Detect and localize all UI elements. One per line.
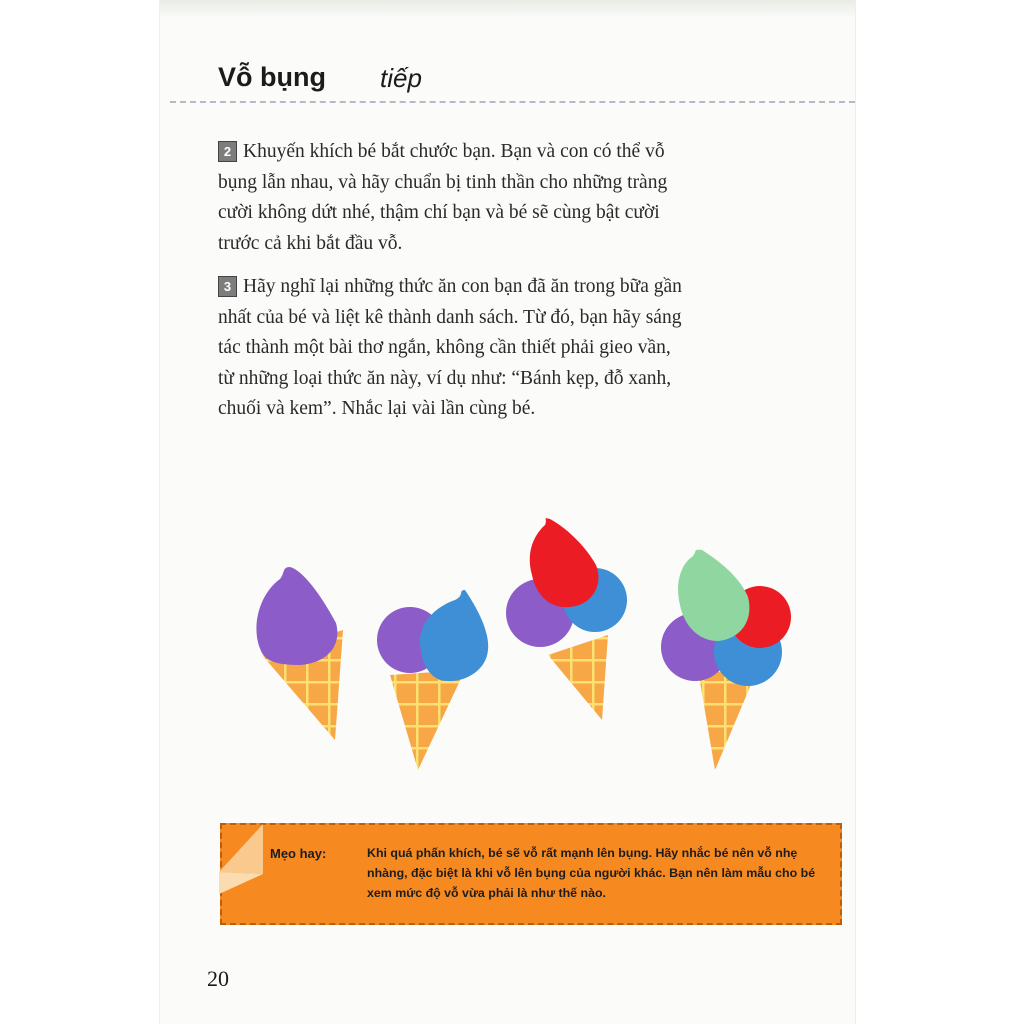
ice-cream-cone-2: [377, 590, 488, 770]
page-title: Vỗ bụng: [218, 62, 326, 92]
tip-label: Mẹo hay:: [270, 846, 327, 861]
paragraph-3: [218, 272, 688, 425]
paragraph-2: [218, 137, 688, 259]
page-subtitle: tiếp: [380, 63, 422, 93]
folded-corner-icon: [219, 822, 271, 894]
tip-text: Khi quá phấn khích, bé sẽ vỗ rất mạnh lên bụng. Hãy nhắc bé nên vỗ nhẹ nhàng, đặc biệt là khi vỗ lên bụng của người khác. Bạn nên làm mẫu cho bé xem mức độ vỗ vừa phải là như thế nào.: [367, 846, 816, 900]
paragraph-text: Khuyến khích bé bắt chước bạn. Bạn và con có thể vỗ bụng lẫn nhau, và hãy chuẩn bị tinh thần cho những tràng cười không dứt nhé, thậm chí bạn và bé sẽ cùng bật cười trước cả khi bắt đầu vỗ.: [218, 141, 668, 254]
ice-cream-cone-4: [661, 550, 791, 770]
ice-cream-cone-1: [256, 567, 343, 740]
page-number: 20: [207, 966, 229, 991]
ice-cream-illustration: [240, 505, 800, 780]
step-number-badge: 2: [218, 141, 237, 162]
ice-cream-cone-3: [506, 518, 627, 720]
paragraph-text: Hãy nghĩ lại những thức ăn con bạn đã ăn trong bữa gần nhất của bé và liệt kê thành danh sách. Từ đó, bạn hãy sáng tác thành một bài thơ ngắn, không cần thiết phải gieo vần, từ những loại thức ăn này, ví dụ như: “Bánh kẹp, đỗ xanh, chuối và kem”. Nhắc lại vài lần cùng bé.: [218, 276, 682, 419]
step-number-badge: 3: [218, 276, 237, 297]
page-top-edge: [160, 0, 855, 18]
header-divider: [170, 101, 855, 103]
